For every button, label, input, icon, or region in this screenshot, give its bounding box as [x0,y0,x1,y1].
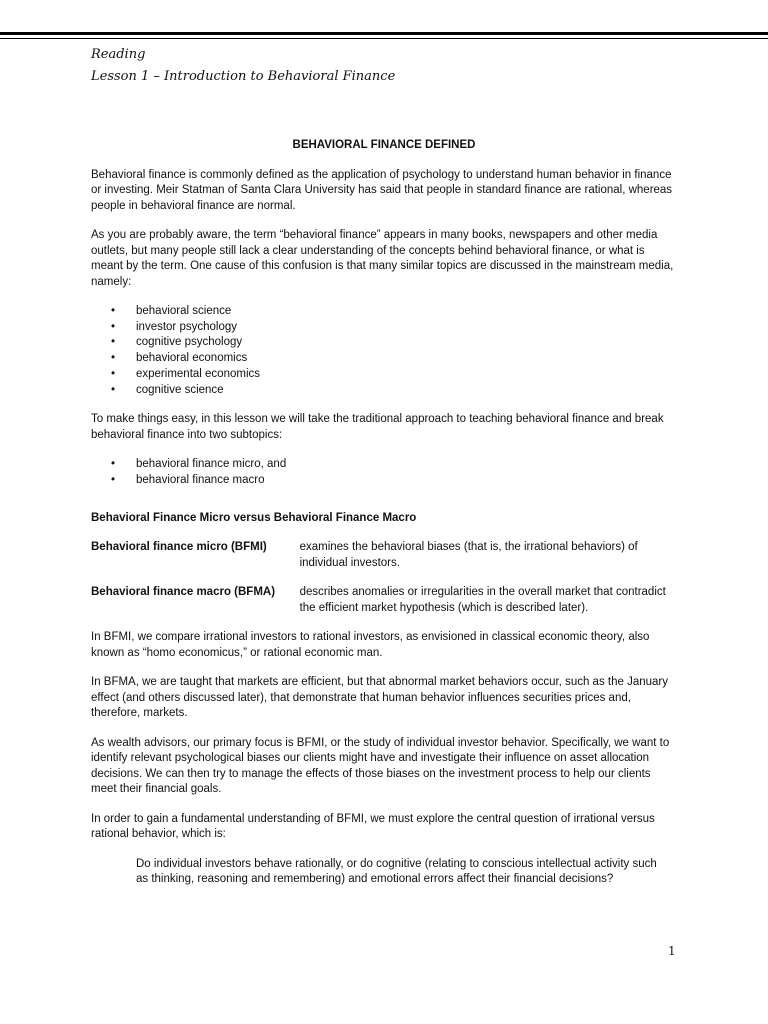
paragraph-term-confusion: As you are probably aware, the term “behavioral finance” appears in many books, newspapers and other media outlets, but many people still lack a clear understanding of the concepts behind behavioral finance, or what is meant by the term. One cause of this confusion is that many similar topics are discussed in the mainstream media, namely: [91,229,674,288]
bullet-icon: • [111,305,116,317]
definition-description: examines the behavioral biases (that is, the irrational behaviors) of individual investors. [299,541,638,569]
paragraph-subtopics-intro: To make things easy, in this lesson we will take the traditional approach to teaching behavioral finance and break behavioral finance into two subtopics: [91,413,664,441]
list-item: • behavioral finance macro [91,473,677,489]
header-rule-thin [0,38,768,39]
bullet-icon: • [111,458,116,471]
central-question-quote: Do individual investors behave rationally, or do cognitive (relating to conscious intellectual activity such as thinking, reasoning and remembering) and emotional errors affect their financial decisions? [136,857,657,886]
list-item: • experimental economics [91,367,677,383]
list-item: • behavioral science [91,304,677,320]
document-body [91,138,677,888]
bullet-icon: • [111,473,116,486]
bullet-icon: • [111,336,116,349]
related-topics-list [91,304,677,398]
paragraph-central-question: In order to gain a fundamental understanding of BFMI, we must explore the central question of irrational versus rational behavior, which is: [91,812,655,841]
paragraph-bfmi: In BFMI, we compare irrational investors to rational investors, as envisioned in classical economic theory, also known as “homo economicus,” or rational economic man. [91,631,650,659]
subtopics-list [91,457,677,488]
list-item: • behavioral finance micro, and [91,457,677,473]
list-item: • cognitive psychology [91,335,677,351]
bullet-icon: • [111,367,116,380]
header-reading: Reading [91,47,146,62]
bullet-icon: • [111,320,116,333]
header-rule-thick [0,32,768,35]
list-item: • cognitive science [91,383,677,399]
list-item: • investor psychology [91,320,677,336]
page-number: 1 [668,944,676,958]
paragraph-bfma: In BFMA, we are taught that markets are efficient, but that abnormal market behaviors occur, such as the January effect (and others discussed later), that demonstrate that human behavior influences securities prices and, therefore, markets. [91,676,668,720]
definition-term: Behavioral finance macro (BFMA) [91,586,276,599]
header-lesson-title: Lesson 1 – Introduction to Behavioral Finance [91,69,396,84]
definition-row-bfma [91,585,677,616]
bullet-icon: • [111,352,116,365]
list-item: • behavioral economics [91,351,677,367]
paragraph-wealth-advisors: As wealth advisors, our primary focus is BFMI, or the study of individual investor behavior. Specifically, we want to identify relevant psychological biases our clients might have and investigate their influence on asset allocation decisions. We can then try to manage the effects of those biases on the investment process to help our clients meet their financial goals. [91,736,670,796]
subheading-micro-vs-macro: Behavioral Finance Micro versus Behavioral Finance Macro [91,511,417,524]
definition-term: Behavioral finance micro (BFMI) [91,541,267,554]
paragraph-definition: Behavioral finance is commonly defined as the application of psychology to understand human behavior in finance or investing. Meir Statman of Santa Clara University has said that people in standard finance are rational, whereas people in behavioral finance are normal. [91,168,673,212]
bullet-icon: • [111,383,116,396]
definition-description: describes anomalies or irregularities in the overall market that contradict the efficient market hypothesis (which is described later). [299,586,666,614]
definition-row-bfmi [91,540,677,571]
section-title: BEHAVIORAL FINANCE DEFINED [292,139,476,151]
